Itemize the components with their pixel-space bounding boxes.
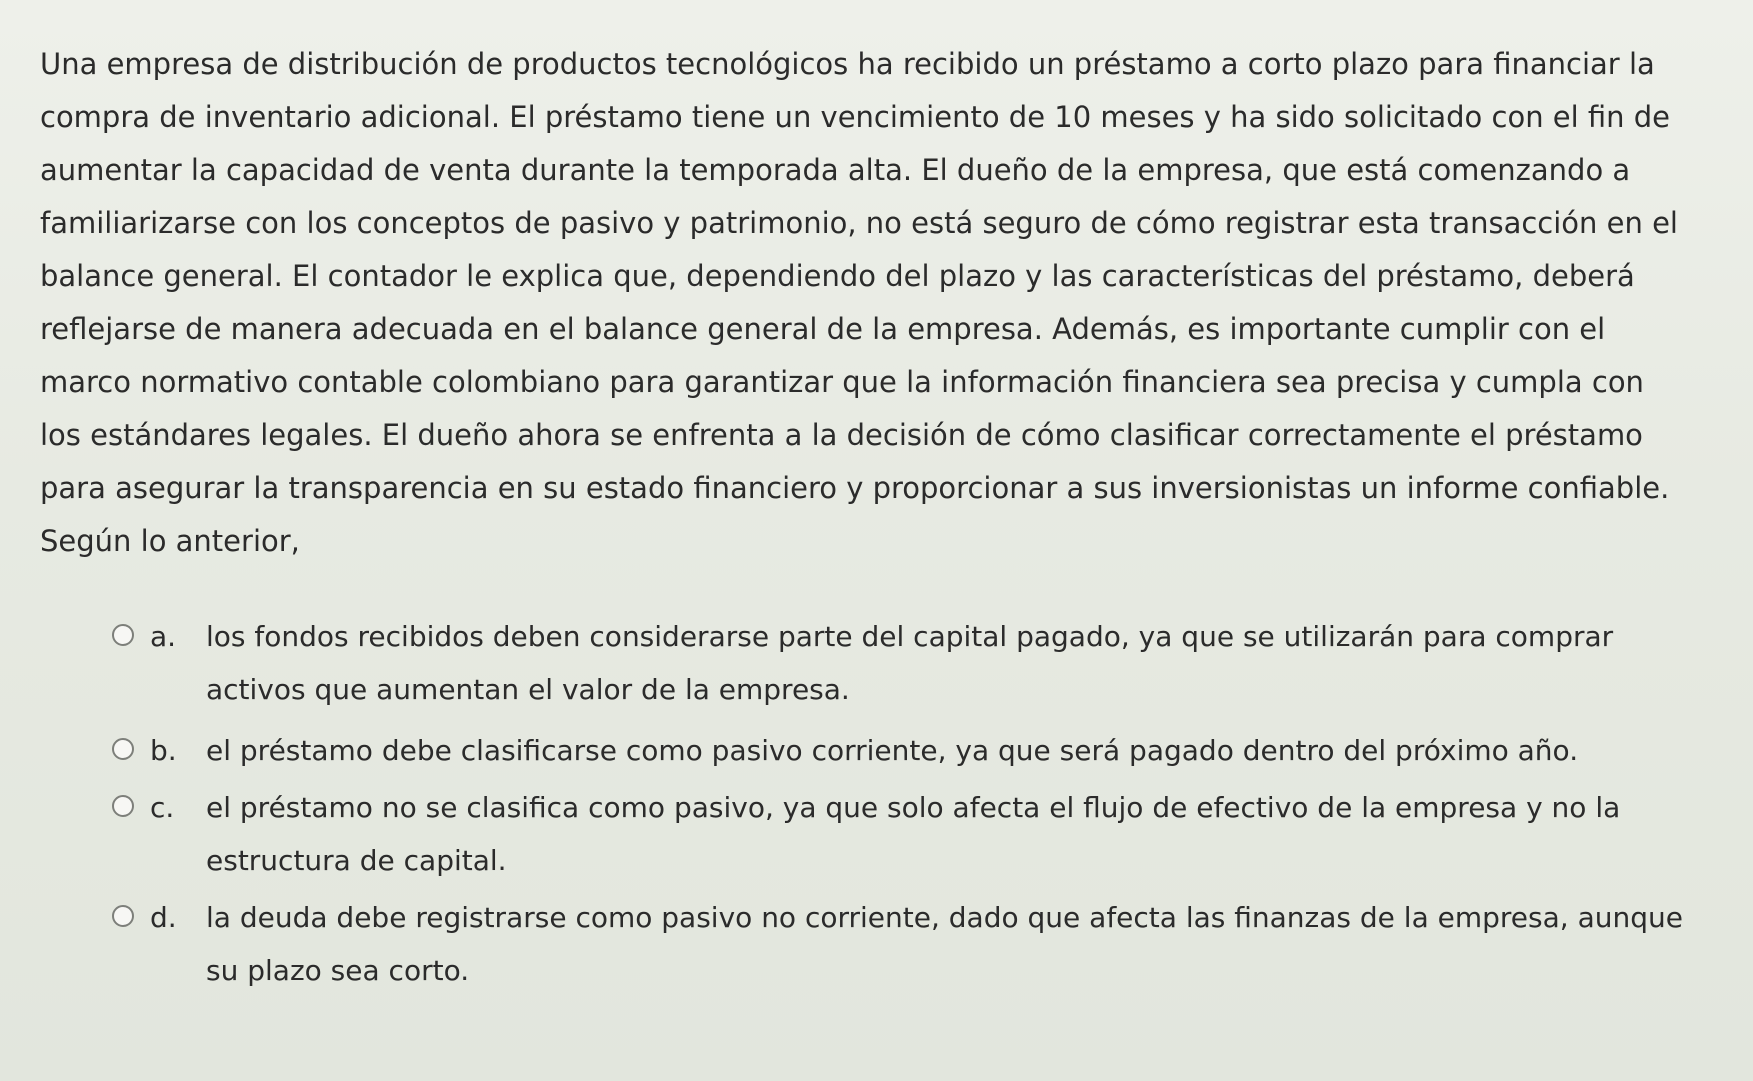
option-text: el préstamo no se clasifica como pasivo, ya que solo afecta el flujo de efectivo de la empresa y no la estructura de capital.	[206, 791, 1621, 877]
answer-options	[112, 610, 1683, 997]
radio-button-icon[interactable]	[112, 624, 134, 646]
option-b[interactable]	[112, 724, 1683, 777]
option-text: la deuda debe registrarse como pasivo no corriente, dado que afecta las finanzas de la empresa, aunque su plazo sea corto.	[206, 901, 1683, 987]
question-text: Una empresa de distribución de productos tecnológicos ha recibido un préstamo a corto plazo para financiar la compra de inventario adicional. El préstamo tiene un vencimiento de 10 meses y ha sido solicitado con el fin de aumentar la capacidad de venta durante la temporada alta. El dueño de la empresa, que está comenzando a familiarizarse con los conceptos de pasivo y patrimonio, no está seguro de cómo registrar esta transacción en el balance general. El contador le explica que, dependiendo del plazo y las características del préstamo, deberá reflejarse de manera adecuada en el balance general de la empresa. Además, es importante cumplir con el marco normativo contable colombiano para garantizar que la información financiera sea precisa y cumpla con los estándares legales. El dueño ahora se enfrenta a la decisión de cómo clasificar correctamente el préstamo para asegurar la transparencia en su estado financiero y proporcionar a sus inversionistas un informe confiable. Según lo anterior,	[40, 47, 1678, 558]
radio-button-icon[interactable]	[112, 738, 134, 760]
option-c[interactable]	[112, 781, 1683, 887]
option-letter: c.	[150, 791, 175, 824]
option-d[interactable]	[112, 891, 1683, 997]
option-text: el préstamo debe clasificarse como pasivo corriente, ya que será pagado dentro del próximo año.	[206, 734, 1579, 767]
option-letter: a.	[150, 620, 177, 653]
option-letter: b.	[150, 734, 177, 767]
radio-button-icon[interactable]	[112, 795, 134, 817]
radio-button-icon[interactable]	[112, 905, 134, 927]
option-a[interactable]	[112, 610, 1683, 716]
option-letter: d.	[150, 901, 177, 934]
option-text: los fondos recibidos deben considerarse parte del capital pagado, ya que se utilizarán para comprar activos que aumentan el valor de la empresa.	[206, 620, 1614, 706]
